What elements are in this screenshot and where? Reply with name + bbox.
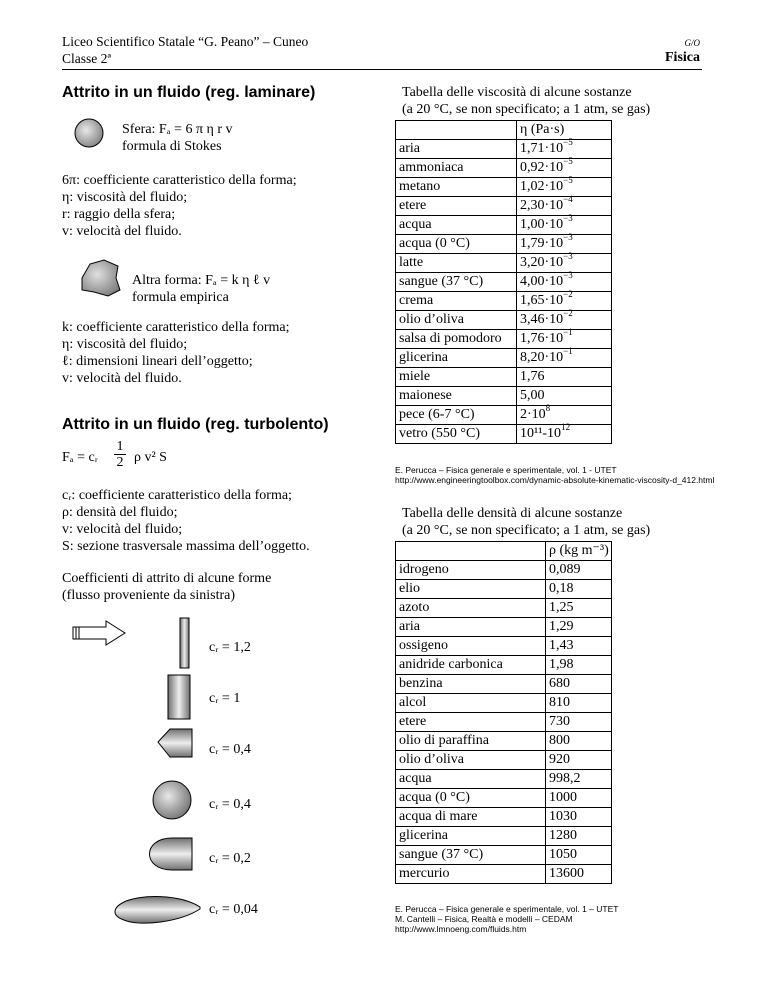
substance-name: etere xyxy=(396,713,546,732)
substance-name: aria xyxy=(396,140,517,159)
irregular-shape-icon xyxy=(78,256,122,298)
value-mantissa: 1,76·10 xyxy=(520,331,564,346)
turbulent-formula-left: Fₐ = cᵣ xyxy=(62,450,98,465)
substance-name: ossigeno xyxy=(396,637,546,656)
sphere-shape xyxy=(153,781,191,819)
table-row xyxy=(396,751,612,770)
substance-name: idrogeno xyxy=(396,561,546,580)
def-line: ρ: densità del fluido; xyxy=(62,505,178,520)
value-mantissa: 1,79·10 xyxy=(520,236,564,251)
table-row xyxy=(396,425,612,444)
table-row xyxy=(396,216,612,235)
table-row xyxy=(396,713,612,732)
value-mantissa: 3,46·10 xyxy=(520,312,564,327)
density-value: 1,29 xyxy=(546,618,612,637)
density-value: 810 xyxy=(546,694,612,713)
density-value: 920 xyxy=(546,751,612,770)
def-line: η: viscosità del fluido; xyxy=(62,190,188,205)
substance-name: salsa di pomodoro xyxy=(396,330,517,349)
def-line: v: velocità del fluido. xyxy=(62,224,182,239)
value-mantissa: 1,00·10 xyxy=(520,217,564,232)
value-exponent: −3 xyxy=(563,270,573,280)
table-row xyxy=(396,580,612,599)
viscosity-caption: Tabella delle viscosità di alcune sostanze xyxy=(402,85,632,100)
coeff-label: cᵣ = 0,2 xyxy=(209,851,251,866)
table-row xyxy=(396,789,612,808)
substance-name: acqua (0 °C) xyxy=(396,789,546,808)
turbulent-defs xyxy=(62,487,310,555)
value-mantissa: 8,20·10 xyxy=(520,350,564,365)
table-row xyxy=(396,599,612,618)
table-row xyxy=(396,140,612,159)
table-header-cell: η (Pa·s) xyxy=(517,121,612,140)
density-value: 0,18 xyxy=(546,580,612,599)
substance-name: glicerina xyxy=(396,349,517,368)
viscosity-table xyxy=(395,120,612,444)
table-header-row xyxy=(396,542,612,561)
def-line: 6π: coefficiente caratteristico della forma; xyxy=(62,173,297,188)
substance-name: aria xyxy=(396,618,546,637)
school-name: Liceo Scientifico Statale “G. Peano” – Cuneo xyxy=(62,34,309,49)
table-row xyxy=(396,349,612,368)
substance-name: miele xyxy=(396,368,517,387)
substance-name: vetro (550 °C) xyxy=(396,425,517,444)
value-exponent: −3 xyxy=(563,232,573,242)
density-value: 1280 xyxy=(546,827,612,846)
table-row xyxy=(396,178,612,197)
density-value: 1030 xyxy=(546,808,612,827)
density-value: 1,25 xyxy=(546,599,612,618)
value-mantissa: 2·10 xyxy=(520,407,546,422)
substance-name: benzina xyxy=(396,675,546,694)
density-source: E. Perucca – Fisica generale e sperimentale, vol. 1 – UTET xyxy=(395,904,619,914)
viscosity-value xyxy=(517,422,612,444)
table-row xyxy=(396,368,612,387)
stokes-formula: Sfera: Fₐ = 6 π η r v xyxy=(122,122,233,137)
substance-name: alcol xyxy=(396,694,546,713)
table-row xyxy=(396,618,612,637)
table-row xyxy=(396,827,612,846)
table-row xyxy=(396,656,612,675)
table-row xyxy=(396,732,612,751)
substance-name: olio d’oliva xyxy=(396,311,517,330)
value-exponent: −3 xyxy=(563,251,573,261)
substance-name: acqua xyxy=(396,770,546,789)
value-mantissa: 3,20·10 xyxy=(520,255,564,270)
author-initials: G/O xyxy=(684,38,700,48)
value-mantissa: 10¹¹-10 xyxy=(520,426,562,441)
value-exponent: −4 xyxy=(563,194,573,204)
value-mantissa: 0,92·10 xyxy=(520,160,564,175)
table-cell xyxy=(396,542,546,561)
def-line: cᵣ: coefficiente caratteristico della forma; xyxy=(62,488,292,503)
substance-name: sangue (37 °C) xyxy=(396,273,517,292)
table-header-row xyxy=(396,121,612,140)
laminar-defs-2 xyxy=(62,319,290,387)
fraction xyxy=(114,439,126,470)
def-line: k: coefficiente caratteristico della forma; xyxy=(62,320,290,335)
value-exponent: −5 xyxy=(563,156,573,166)
substance-name: glicerina xyxy=(396,827,546,846)
def-line: S: sezione trasversale massima dell’oggetto. xyxy=(62,539,310,554)
coeff-label: cᵣ = 1,2 xyxy=(209,640,251,655)
teardrop-shape xyxy=(115,897,200,924)
density-value: 0,089 xyxy=(546,561,612,580)
density-caption: Tabella delle densità di alcune sostanze xyxy=(402,506,623,521)
viscosity-value xyxy=(517,387,612,406)
empirical-formula: Altra forma: Fₐ = k η ℓ v xyxy=(132,273,271,288)
coeff-label: cᵣ = 0,4 xyxy=(209,797,251,812)
density-value: 1000 xyxy=(546,789,612,808)
substance-name: pece (6-7 °C) xyxy=(396,406,517,425)
value-exponent: −1 xyxy=(563,346,573,356)
coeff-label: cᵣ = 0,04 xyxy=(209,902,258,917)
substance-name: acqua di mare xyxy=(396,808,546,827)
fraction-denominator: 2 xyxy=(116,455,124,470)
class-label: Classe 2ª xyxy=(62,51,112,66)
density-caption-2: (a 20 °C, se non specificato; a 1 atm, se gas) xyxy=(402,523,651,538)
value-mantissa: 5,00 xyxy=(520,388,545,403)
substance-name: latte xyxy=(396,254,517,273)
density-value: 800 xyxy=(546,732,612,751)
empirical-note: formula empirica xyxy=(132,290,229,305)
laminar-defs xyxy=(62,172,297,240)
substance-name: metano xyxy=(396,178,517,197)
value-exponent: −1 xyxy=(563,327,573,337)
flat-plate-shape xyxy=(180,618,189,668)
table-row xyxy=(396,330,612,349)
viscosity-value xyxy=(517,368,612,387)
value-mantissa: 1,02·10 xyxy=(520,179,564,194)
table-row xyxy=(396,675,612,694)
substance-name: olio di paraffina xyxy=(396,732,546,751)
turbulent-formula-right: ρ v² S xyxy=(134,450,167,465)
density-value: 1050 xyxy=(546,846,612,865)
def-line: r: raggio della sfera; xyxy=(62,207,176,222)
table-row xyxy=(396,694,612,713)
table-row xyxy=(396,159,612,178)
value-mantissa: 4,00·10 xyxy=(520,274,564,289)
density-value: 998,2 xyxy=(546,770,612,789)
viscosity-value xyxy=(517,346,612,368)
substance-name: anidride carbonica xyxy=(396,656,546,675)
table-row xyxy=(396,406,612,425)
coeff-title: Coefficienti di attrito di alcune forme xyxy=(62,571,272,586)
substance-name: etere xyxy=(396,197,517,216)
def-line: v: velocità del fluido; xyxy=(62,522,183,537)
density-value: 730 xyxy=(546,713,612,732)
density-value: 13600 xyxy=(546,865,612,884)
table-header-cell: ρ (kg m⁻³) xyxy=(546,542,612,561)
coeff-label: cᵣ = 0,4 xyxy=(209,742,251,757)
value-exponent: −5 xyxy=(563,137,573,147)
table-row xyxy=(396,808,612,827)
value-exponent: 12 xyxy=(561,422,571,432)
value-mantissa: 1,76 xyxy=(520,369,545,384)
table-row xyxy=(396,561,612,580)
table-cell xyxy=(396,121,517,140)
sphere-shape-icon xyxy=(74,118,104,148)
hemisphere-shape xyxy=(150,838,193,870)
table-row xyxy=(396,254,612,273)
value-mantissa: 1,71·10 xyxy=(520,141,564,156)
density-table xyxy=(395,541,612,884)
substance-name: mercurio xyxy=(396,865,546,884)
turbulent-title: Attrito in un fluido (reg. turbolento) xyxy=(62,416,329,433)
density-source-url: http://www.lmnoeng.com/fluids.htm xyxy=(395,924,527,934)
density-value: 1,43 xyxy=(546,637,612,656)
table-row xyxy=(396,637,612,656)
value-exponent: −3 xyxy=(563,213,573,223)
table-row xyxy=(396,387,612,406)
table-row xyxy=(396,235,612,254)
value-mantissa: 2,30·10 xyxy=(520,198,564,213)
value-exponent: −2 xyxy=(563,289,573,299)
substance-name: acqua xyxy=(396,216,517,235)
coeff-subtitle: (flusso proveniente da sinistra) xyxy=(62,588,236,603)
header-rule xyxy=(62,69,702,70)
substance-name: maionese xyxy=(396,387,517,406)
table-row xyxy=(396,846,612,865)
substance-name: elio xyxy=(396,580,546,599)
viscosity-caption-2: (a 20 °C, se non specificato; a 1 atm, se gas) xyxy=(402,102,651,117)
table-row xyxy=(396,292,612,311)
def-line: v: velocità del fluido. xyxy=(62,371,182,386)
substance-name: sangue (37 °C) xyxy=(396,846,546,865)
density-source-2: M. Cantelli – Fisica, Realtà e modelli – CEDAM xyxy=(395,914,573,924)
stokes-note: formula di Stokes xyxy=(122,139,222,154)
substance-name: olio d’oliva xyxy=(396,751,546,770)
cylinder-shape xyxy=(168,675,190,719)
substance-name: azoto xyxy=(396,599,546,618)
table-row xyxy=(396,865,612,884)
cone-shape xyxy=(158,729,192,757)
subject-label: Fisica xyxy=(665,50,700,65)
substance-name: acqua (0 °C) xyxy=(396,235,517,254)
value-mantissa: 1,65·10 xyxy=(520,293,564,308)
density-value: 1,98 xyxy=(546,656,612,675)
table-row xyxy=(396,197,612,216)
table-row xyxy=(396,770,612,789)
table-row xyxy=(396,273,612,292)
substance-name: ammoniaca xyxy=(396,159,517,178)
density-value: 680 xyxy=(546,675,612,694)
coeff-label: cᵣ = 1 xyxy=(209,691,241,706)
viscosity-source: E. Perucca – Fisica generale e sperimentale, vol. 1 - UTET xyxy=(395,465,617,475)
table-row xyxy=(396,311,612,330)
viscosity-source-url: http://www.engineeringtoolbox.com/dynamic-absolute-kinematic-viscosity-d_412.html xyxy=(395,475,715,485)
value-exponent: −2 xyxy=(563,308,573,318)
value-exponent: 8 xyxy=(545,403,551,413)
laminar-title: Attrito in un fluido (reg. laminare) xyxy=(62,84,316,101)
substance-name: crema xyxy=(396,292,517,311)
def-line: η: viscosità del fluido; xyxy=(62,337,188,352)
value-exponent: −5 xyxy=(563,175,573,185)
fraction-numerator: 1 xyxy=(114,439,126,455)
def-line: ℓ: dimensioni lineari dell’oggetto; xyxy=(62,354,253,369)
